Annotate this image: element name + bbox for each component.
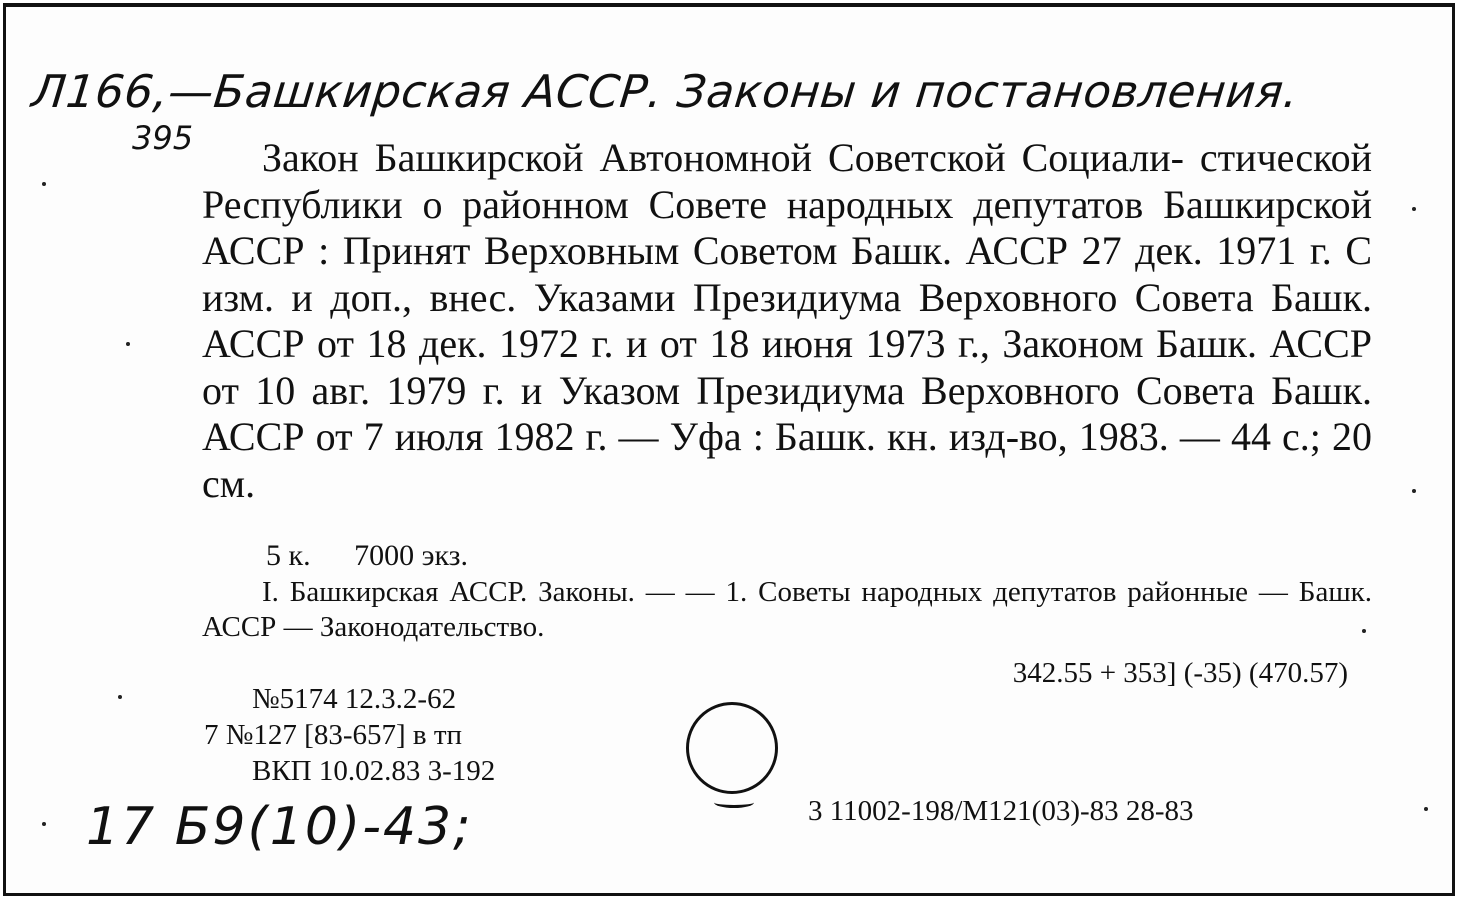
record-line-3: ВКП 10.02.83 3-192	[252, 755, 496, 787]
speck	[42, 822, 46, 826]
classification-index: 342.55 + 353] (-35) (470.57)	[1012, 657, 1348, 689]
price-line	[266, 539, 504, 573]
speck	[1424, 807, 1428, 811]
speck	[42, 182, 46, 186]
catalog-card	[3, 3, 1455, 896]
print-run: 7000 экз.	[354, 539, 468, 572]
speck	[1412, 207, 1416, 211]
record-line-2: 7 №127 [83-657] в тп	[204, 719, 463, 751]
speck	[1362, 629, 1366, 633]
record-line-1: №5174 12.3.2-62	[252, 683, 457, 715]
handwritten-bottom-code: 17 Б9(10)-43;	[86, 797, 473, 857]
handwritten-number: 395	[132, 119, 194, 157]
speck	[1412, 489, 1416, 493]
circle-stamp-mark	[686, 702, 778, 794]
bibliographic-description	[202, 135, 1372, 507]
speck	[126, 342, 130, 346]
price-cost: 5 к.	[266, 539, 311, 572]
subject-headings: I. Башкирская АССР. Законы. — — 1. Советы народных депутатов районные — Башк. АССР — Законодательство.	[202, 576, 1372, 643]
description-line-1: Закон Башкирской Автономной Советской Социали-	[262, 135, 1184, 180]
handwritten-heading: Л166,—Башкирская АССР. Законы и постановления.	[29, 65, 1302, 118]
speck	[118, 695, 122, 699]
description-rest: стической Республики о районном Совете народных депутатов Башкирской АССР : Принят Верховным Советом Башк. АССР 27 дек. 1971 г. С изм. и доп., внес. Указами Президиума Верховного Совета Башк. АССР от 18 дек. 1972 г. и от 18 июня 1973 г., Законом Башк. АССР от 10 авг. 1979 г. и Указом Президиума Верховного Совета Башк. АССР от 7 июля 1982 г. — Уфа : Башк. кн. изд-во, 1983. — 44 с.; 20 см.	[202, 135, 1372, 506]
catalog-code: 3 11002-198/М121(03)-83 28-83	[808, 795, 1194, 827]
tilde-mark	[714, 797, 754, 808]
